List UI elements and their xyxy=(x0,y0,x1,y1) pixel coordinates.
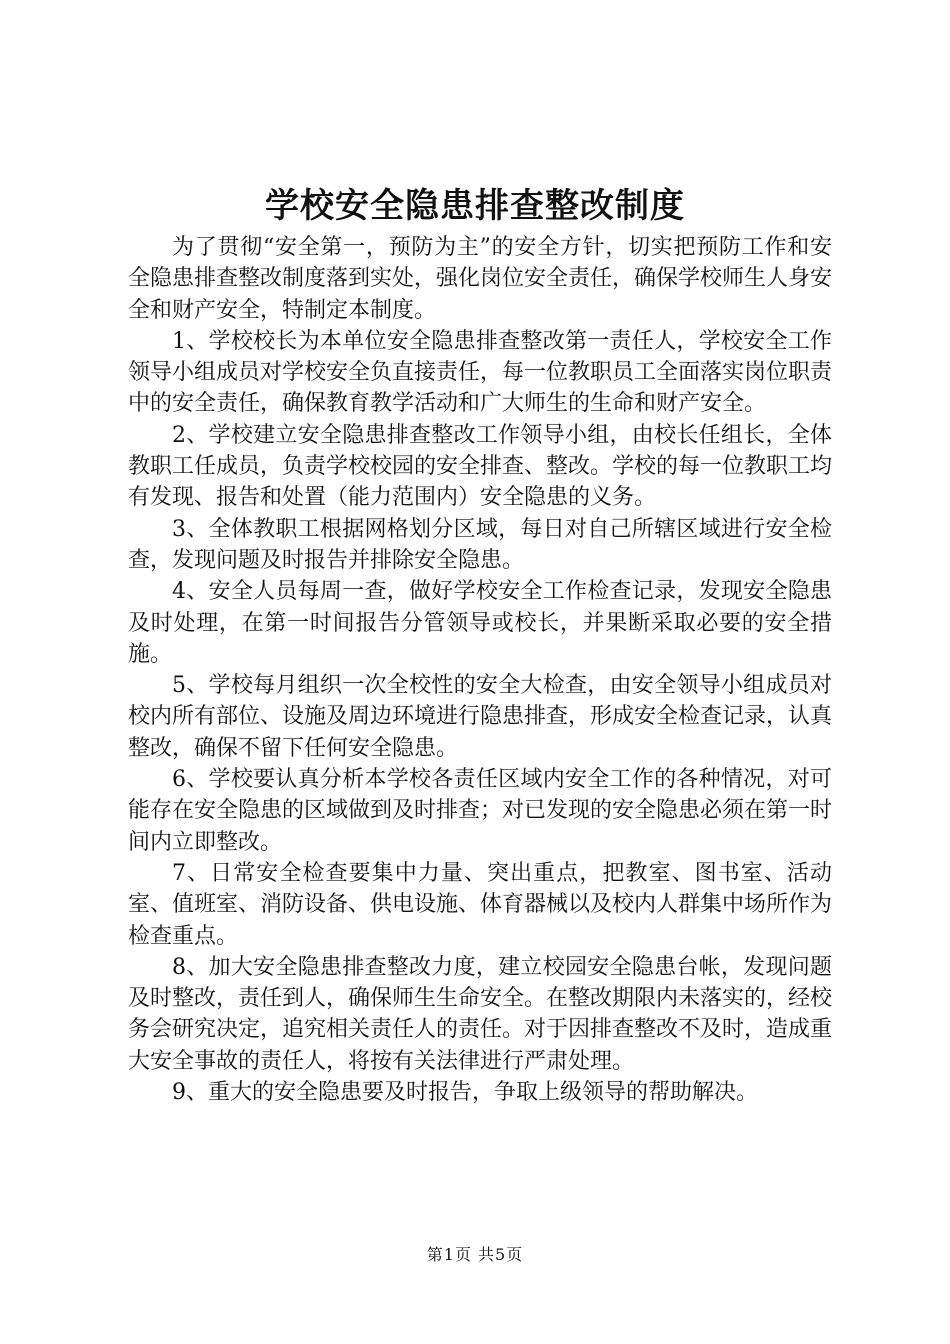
clause-8: 8、加大安全隐患排查整改力度，建立校园安全隐患台帐，发现问题及时整改，责任到人，确保师生生命安全。在整改期限内未落实的，经校务会研究决定，追究相关责任人的责任。对于因排查整改不及时，造成重大安全事故的责任人，将按有关法律进行严肃处理。 xyxy=(128,954,833,1074)
document-body xyxy=(128,232,832,1108)
clause-5: 5、学校每月组织一次全校性的安全大检查，由安全领导小组成员对校内所有部位、设施及周边环境进行隐患排查，形成安全检查记录，认真整改，确保不留下任何安全隐患。 xyxy=(128,673,833,761)
clause-3: 3、全体教职工根据网格划分区域，每日对自己所辖区域进行安全检查，发现问题及时报告并排除安全隐患。 xyxy=(128,516,832,573)
page-footer: 第1页 共5页 xyxy=(426,1245,524,1264)
intro-paragraph: 为了贯彻“安全第一，预防为主”的安全方针，切实把预防工作和安全隐患排查整改制度落到实处，强化岗位安全责任，确保学校师生人身安全和财产安全，特制定本制度。 xyxy=(128,235,833,323)
clause-7: 7、日常安全检查要集中力量、突出重点，把教室、图书室、活动室、值班室、消防设备、供电设施、体育器械以及校内人群集中场所作为检查重点。 xyxy=(128,860,833,949)
document-title: 学校安全隐患排查整改制度 xyxy=(265,186,685,226)
clause-9: 9、重大的安全隐患要及时报告，争取上级领导的帮助解决。 xyxy=(172,1080,758,1106)
clause-2: 2、学校建立安全隐患排查整改工作领导小组，由校长任组长，全体教职工任成员，负责学校校园的安全排查、整改。学校的每一位教职工均有发现、报告和处置（能力范围内）安全隐患的义务。 xyxy=(128,422,833,511)
clause-1: 1、学校校长为本单位安全隐患排查整改第一责任人，学校安全工作领导小组成员对学校安全负直接责任，每一位教职员工全面落实岗位职责中的安全责任，确保教育教学活动和广大师生的生命和财产安全。 xyxy=(128,328,833,417)
clause-6: 6、学校要认真分析本学校各责任区域内安全工作的各种情况，对可能存在安全隐患的区域做到及时排查；对已发现的安全隐患必须在第一时间内立即整改。 xyxy=(128,767,833,855)
clause-4: 4、安全人员每周一查，做好学校安全工作检查记录，发现安全隐患及时处理，在第一时间报告分管领导或校长，并果断采取必要的安全措施。 xyxy=(128,579,832,667)
